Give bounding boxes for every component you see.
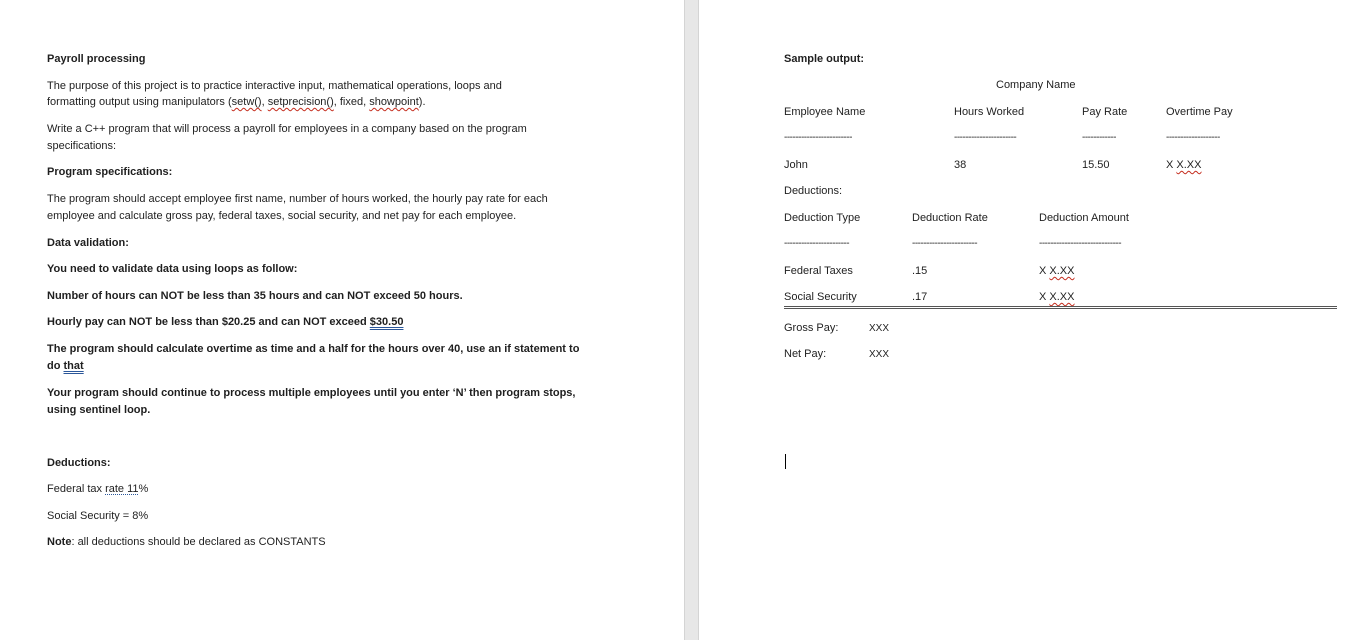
- header-hours-worked: Hours Worked: [954, 106, 1025, 118]
- net-pay-value: XXX: [869, 349, 890, 360]
- deductions-heading: Deductions:: [47, 457, 111, 469]
- spec-heading: Program specifications:: [47, 166, 173, 178]
- continue-line-2: using sentinel loop.: [47, 404, 151, 416]
- spell-error-showpoint[interactable]: showpoint: [369, 96, 419, 108]
- pay-rule: Hourly pay can NOT be less than $20.25 and can NOT exceed $30.50: [47, 316, 404, 328]
- text-cursor[interactable]: [785, 454, 786, 469]
- double-rule-top: [784, 306, 1337, 307]
- header-deduction-rate: Deduction Rate: [912, 212, 988, 224]
- row-overtime: X X.XX: [1166, 159, 1202, 171]
- deduction-type-social: Social Security: [784, 291, 857, 303]
- spec-line-1: The program should accept employee first name, number of hours worked, the hourly pay rate for each: [47, 193, 548, 205]
- header-pay-rate: Pay Rate: [1082, 106, 1128, 118]
- sample-output-heading: Sample output:: [784, 53, 865, 65]
- dashes-deduction-amount: -----------------------------: [1039, 238, 1122, 249]
- header-overtime-pay: Overtime Pay: [1166, 106, 1233, 118]
- spell-error-setprecision[interactable]: setprecision(): [267, 96, 334, 108]
- write-line-1: Write a C++ program that will process a payroll for employees in a company based on the program: [47, 123, 527, 135]
- dashes-deduction-type: -----------------------: [784, 238, 850, 249]
- spell-error-setw[interactable]: setw(): [231, 96, 262, 108]
- header-deduction-type: Deduction Type: [784, 212, 861, 224]
- dashes-rate: ------------: [1082, 132, 1116, 143]
- spell-error-federal-amount[interactable]: X.XX: [1049, 265, 1075, 277]
- deduction-rate-federal: .15: [912, 265, 928, 277]
- spell-error-overtime-value[interactable]: X.XX: [1176, 159, 1202, 171]
- grammar-flag-max-pay[interactable]: $30.50: [369, 316, 404, 328]
- doc-title: Payroll processing: [47, 53, 146, 65]
- spec-line-2: employee and calculate gross pay, federal taxes, social security, and net pay for each employee.: [47, 210, 517, 222]
- social-security-line: Social Security = 8%: [47, 510, 149, 522]
- row-rate: 15.50: [1082, 159, 1110, 171]
- spell-error-social-amount[interactable]: X.XX: [1049, 291, 1075, 303]
- deduction-rate-social: .17: [912, 291, 928, 303]
- deduction-type-federal: Federal Taxes: [784, 265, 853, 277]
- grammar-flag-rate[interactable]: rate 11: [105, 483, 139, 495]
- net-pay-label: Net Pay:: [784, 348, 827, 360]
- page-gutter: [684, 0, 699, 640]
- purpose-line-2: formatting output using manipulators (setw(), setprecision(), fixed, showpoint).: [47, 96, 426, 108]
- header-employee-name: Employee Name: [784, 106, 866, 118]
- dashes-deduction-rate: -----------------------: [912, 238, 978, 249]
- header-deduction-amount: Deduction Amount: [1039, 212, 1129, 224]
- dashes-hours: ----------------------: [954, 132, 1017, 143]
- row-employee-name: John: [784, 159, 808, 171]
- continue-line-1: Your program should continue to process multiple employees until you enter ‘N’ then program stops,: [47, 387, 576, 399]
- federal-tax-line: Federal tax rate 11%: [47, 483, 149, 495]
- dashes-overtime: -------------------: [1166, 132, 1220, 143]
- deductions-label: Deductions:: [784, 185, 843, 197]
- overtime-line-1: The program should calculate overtime as time and a half for the hours over 40, use an if statement to: [47, 343, 580, 355]
- row-hours: 38: [954, 159, 967, 171]
- deduction-amount-federal: X X.XX: [1039, 265, 1075, 277]
- overtime-line-2: do that: [47, 360, 84, 372]
- double-rule-bottom: [784, 308, 1337, 309]
- dashes-employee: ------------------------: [784, 132, 852, 143]
- company-name: Company Name: [996, 79, 1076, 91]
- grammar-flag-that[interactable]: that: [63, 360, 84, 372]
- hours-rule: Number of hours can NOT be less than 35 hours and can NOT exceed 50 hours.: [47, 290, 463, 302]
- purpose-line-1: The purpose of this project is to practice interactive input, mathematical operations, loops and: [47, 80, 502, 92]
- deduction-amount-social: X X.XX: [1039, 291, 1075, 303]
- write-line-2: specifications:: [47, 140, 117, 152]
- gross-pay-value: XXX: [869, 323, 890, 334]
- gross-pay-label: Gross Pay:: [784, 322, 839, 334]
- note-line: Note: all deductions should be declared as CONSTANTS: [47, 536, 326, 548]
- validate-loops: You need to validate data using loops as follow:: [47, 263, 298, 275]
- validation-heading: Data validation:: [47, 237, 129, 249]
